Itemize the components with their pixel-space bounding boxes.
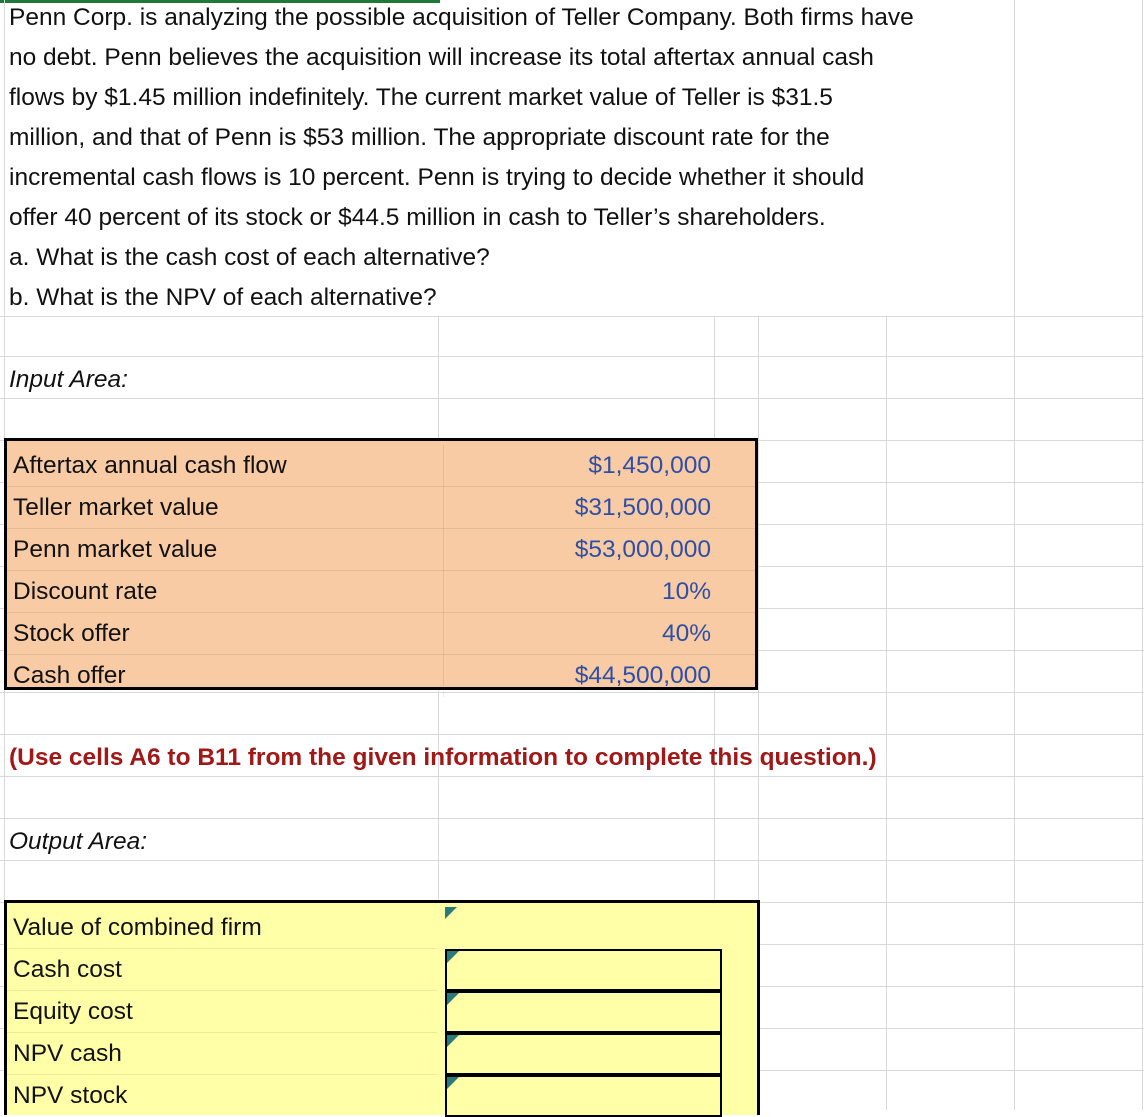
input-value[interactable]: $44,500,000 bbox=[574, 662, 711, 689]
output-label: Cash cost bbox=[13, 956, 122, 983]
output-row-value-combined-firm bbox=[13, 907, 753, 949]
output-row-equity-cost bbox=[13, 991, 753, 1033]
input-label: Discount rate bbox=[13, 578, 158, 605]
problem-line: million, and that of Penn is $53 million. The appropriate discount rate for the bbox=[9, 124, 830, 151]
question-b: b. What is the NPV of each alternative? bbox=[9, 284, 437, 311]
output-cell-value-combined-firm[interactable] bbox=[445, 907, 722, 949]
cell-flag-icon bbox=[447, 993, 459, 1005]
input-value[interactable]: $31,500,000 bbox=[574, 494, 711, 521]
input-value[interactable]: 40% bbox=[661, 620, 711, 647]
output-row-npv-cash bbox=[13, 1033, 753, 1075]
output-cell-cash-cost[interactable] bbox=[445, 949, 722, 991]
input-value[interactable]: $1,450,000 bbox=[588, 452, 711, 479]
output-row-npv-stock bbox=[13, 1075, 753, 1117]
output-area-heading: Output Area: bbox=[9, 828, 148, 855]
question-a: a. What is the cash cost of each alternative? bbox=[9, 244, 490, 271]
input-label: Cash offer bbox=[13, 662, 126, 689]
input-row-penn-market-value[interactable] bbox=[13, 529, 753, 571]
input-row-stock-offer[interactable] bbox=[13, 613, 753, 655]
cell-flag-icon bbox=[445, 907, 457, 919]
instruction-note: (Use cells A6 to B11 from the given information to complete this question.) bbox=[9, 744, 877, 771]
cell-flag-icon bbox=[447, 1077, 459, 1089]
problem-line: no debt. Penn believes the acquisition will increase its total aftertax annual cash bbox=[9, 44, 874, 71]
output-label: NPV stock bbox=[13, 1082, 128, 1109]
input-row-cash-offer[interactable] bbox=[13, 655, 753, 697]
cell-flag-icon bbox=[447, 951, 459, 963]
input-value[interactable]: $53,000,000 bbox=[574, 536, 711, 563]
output-cell-npv-cash[interactable] bbox=[445, 1033, 722, 1075]
problem-line: offer 40 percent of its stock or $44.5 million in cash to Teller’s shareholders. bbox=[9, 204, 826, 231]
output-label: NPV cash bbox=[13, 1040, 122, 1067]
input-row-teller-market-value[interactable] bbox=[13, 487, 753, 529]
input-label: Teller market value bbox=[13, 494, 219, 521]
output-label: Equity cost bbox=[13, 998, 133, 1025]
output-cell-npv-stock[interactable] bbox=[445, 1075, 722, 1117]
problem-line: incremental cash flows is 10 percent. Penn is trying to decide whether it should bbox=[9, 164, 865, 191]
output-label: Value of combined firm bbox=[13, 914, 262, 941]
input-label: Aftertax annual cash flow bbox=[13, 452, 287, 479]
input-row-aftertax-cash-flow[interactable] bbox=[13, 445, 753, 487]
output-area-table bbox=[4, 900, 760, 1115]
output-cell-equity-cost[interactable] bbox=[445, 991, 722, 1033]
problem-line: flows by $1.45 million indefinitely. The current market value of Teller is $31.5 bbox=[9, 84, 833, 111]
input-label: Penn market value bbox=[13, 536, 218, 563]
input-label: Stock offer bbox=[13, 620, 130, 647]
input-value[interactable]: 10% bbox=[661, 578, 711, 605]
input-area-table bbox=[4, 438, 758, 690]
problem-line: Penn Corp. is analyzing the possible acquisition of Teller Company. Both firms have bbox=[9, 4, 914, 31]
cell-flag-icon bbox=[447, 1035, 459, 1047]
input-area-heading: Input Area: bbox=[9, 366, 128, 393]
output-row-cash-cost bbox=[13, 949, 753, 991]
input-row-discount-rate[interactable] bbox=[13, 571, 753, 613]
